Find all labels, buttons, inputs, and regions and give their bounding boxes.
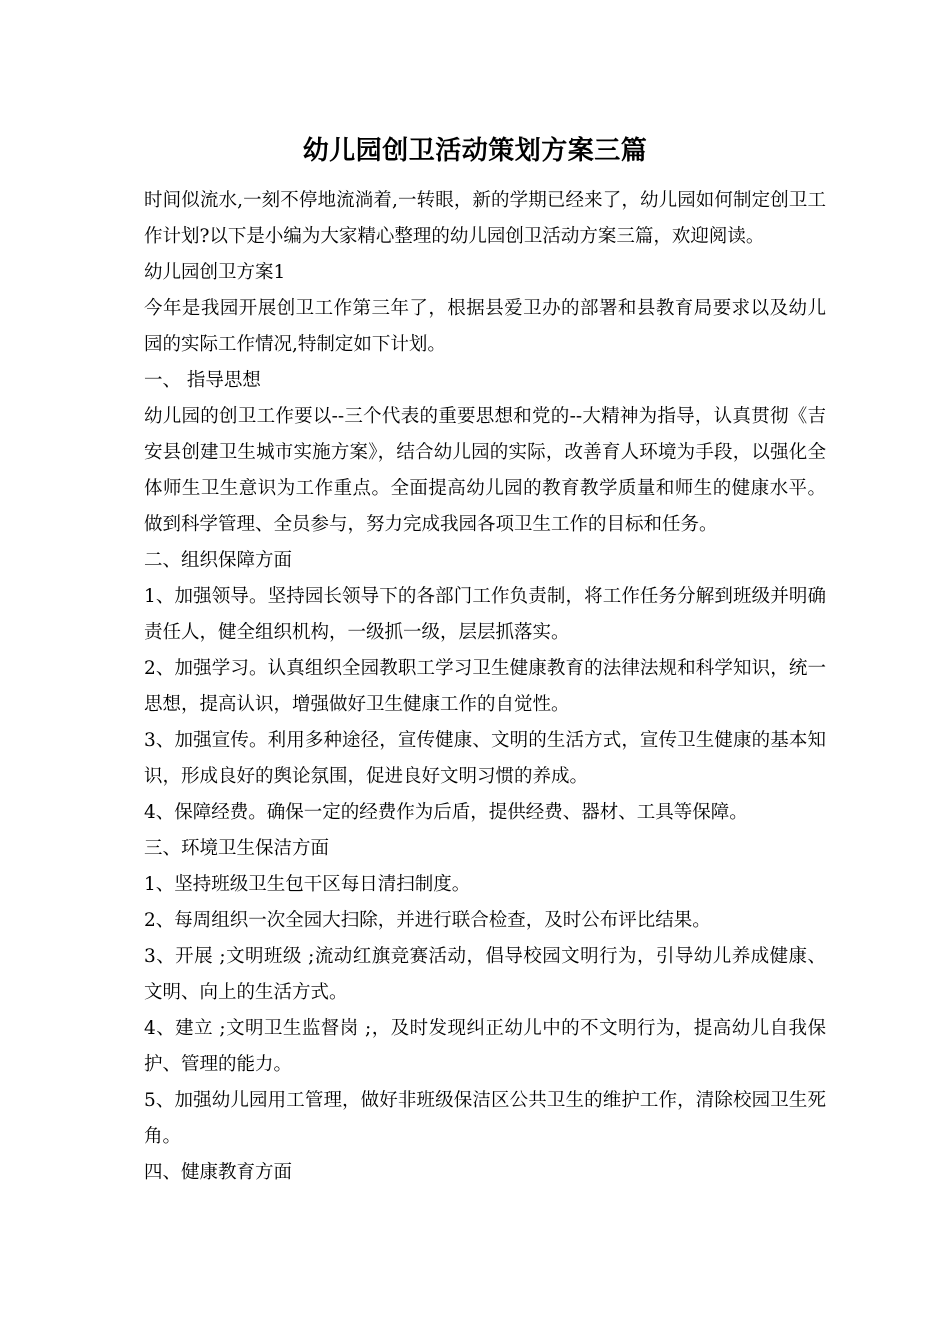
section-heading: 一、 指导思想	[144, 370, 261, 391]
document-body	[144, 183, 826, 1191]
intro-paragraph: 时间似流水,一刻不停地流淌着,一转眼，新的学期已经来了，幼儿园如何制定创卫工作计划?以下是小编为大家精心整理的幼儿园创卫活动方案三篇，欢迎阅读。	[144, 190, 826, 247]
list-item: 1、加强领导。坚持园长领导下的各部门工作负责制，将工作任务分解到班级并明确责任人，健全组织机构，一级抓一级，层层抓落实。	[144, 586, 826, 643]
paragraph: 幼儿园的创卫工作要以--三个代表的重要思想和党的--大精神为指导，认真贯彻《吉安县创建卫生城市实施方案》，结合幼儿园的实际，改善育人环境为手段，以强化全体师生卫生意识为工作重点。全面提高幼儿园的教育教学质量和师生的健康水平。做到科学管理、全员参与，努力完成我园各项卫生工作的目标和任务。	[144, 406, 826, 535]
section-heading: 二、组织保障方面	[144, 550, 293, 571]
list-item: 4、建立 ;文明卫生监督岗 ;，及时发现纠正幼儿中的不文明行为，提高幼儿自我保护、管理的能力。	[144, 1018, 826, 1075]
paragraph: 今年是我园开展创卫工作第三年了，根据县爱卫办的部署和县教育局要求以及幼儿园的实际工作情况,特制定如下计划。	[144, 298, 826, 355]
list-item: 3、开展 ;文明班级 ;流动红旗竞赛活动，倡导校园文明行为，引导幼儿养成健康、文明、向上的生活方式。	[144, 946, 826, 1003]
list-item: 5、加强幼儿园用工管理，做好非班级保洁区公共卫生的维护工作，清除校园卫生死角。	[144, 1090, 826, 1147]
list-item: 2、加强学习。认真组织全园教职工学习卫生健康教育的法律法规和科学知识，统一思想，提高认识，增强做好卫生健康工作的自觉性。	[144, 658, 826, 715]
list-item: 3、加强宣传。利用多种途径，宣传健康、文明的生活方式，宣传卫生健康的基本知识，形成良好的舆论氛围，促进良好文明习惯的养成。	[144, 730, 826, 787]
section-heading: 四、健康教育方面	[144, 1162, 293, 1183]
section-heading: 幼儿园创卫方案1	[144, 262, 286, 283]
section-heading: 三、环境卫生保洁方面	[144, 838, 330, 859]
list-item: 4、保障经费。确保一定的经费作为后盾，提供经费、器材、工具等保障。	[144, 802, 748, 823]
document-title: 幼儿园创卫活动策划方案三篇	[302, 136, 648, 166]
list-item: 1、坚持班级卫生包干区每日清扫制度。	[144, 874, 471, 895]
list-item: 2、每周组织一次全园大扫除，并进行联合检查，及时公布评比结果。	[144, 910, 711, 931]
